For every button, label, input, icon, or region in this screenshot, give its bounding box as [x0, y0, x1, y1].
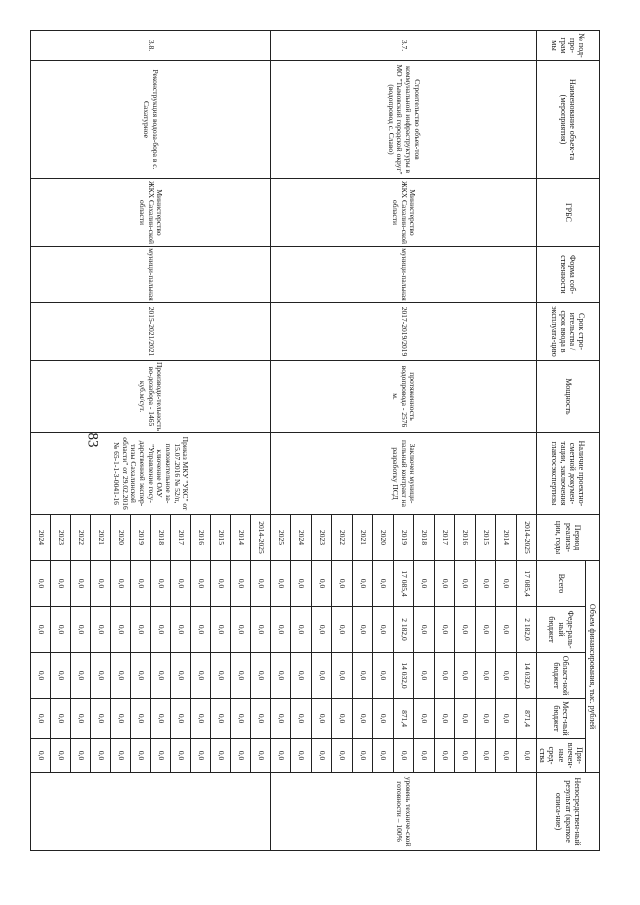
- cell-total: 0,0: [311, 561, 331, 607]
- cell-attracted: 0,0: [373, 739, 393, 773]
- row-capacity: Производи-тельность во-дозабора - 1465 куб.м/сут.: [31, 361, 271, 433]
- cell-federal: 0,0: [71, 607, 91, 653]
- cell-total: 0,0: [332, 561, 352, 607]
- cell-federal: 0,0: [31, 607, 51, 653]
- cell-local: 0,0: [373, 699, 393, 739]
- cell-attracted: 0,0: [170, 739, 190, 773]
- cell-year: 2021: [91, 515, 111, 561]
- cell-federal: 0,0: [150, 607, 170, 653]
- cell-total: 0,0: [250, 561, 270, 607]
- cell-total: 0,0: [91, 561, 111, 607]
- header-funding-group: Объем финансирования, тыс. рублей: [586, 561, 600, 773]
- cell-regional: 0,0: [31, 653, 51, 699]
- cell-result: [31, 773, 271, 851]
- cell-year: 2018: [414, 515, 434, 561]
- cell-total: 0,0: [150, 561, 170, 607]
- cell-local: 0,0: [434, 699, 454, 739]
- cell-federal: 0,0: [414, 607, 434, 653]
- header-name: Наименование объек-та (мероприятия): [537, 61, 600, 179]
- cell-year: 2024: [31, 515, 51, 561]
- cell-year: 2025: [270, 515, 290, 561]
- cell-attracted: 0,0: [31, 739, 51, 773]
- funding-table: [30, 30, 600, 851]
- cell-local: 0,0: [31, 699, 51, 739]
- cell-total: 17 085,4: [393, 561, 413, 607]
- cell-total: 0,0: [31, 561, 51, 607]
- cell-year: 2014: [496, 515, 516, 561]
- cell-local: 0,0: [91, 699, 111, 739]
- cell-local: 0,0: [230, 699, 250, 739]
- cell-federal: 0,0: [291, 607, 311, 653]
- cell-regional: 0,0: [291, 653, 311, 699]
- cell-year: 2022: [332, 515, 352, 561]
- cell-federal: 0,0: [91, 607, 111, 653]
- cell-local: 0,0: [496, 699, 516, 739]
- cell-regional: 14 032,0: [516, 653, 536, 699]
- cell-total: 0,0: [210, 561, 230, 607]
- cell-regional: 0,0: [373, 653, 393, 699]
- cell-total: 0,0: [190, 561, 210, 607]
- cell-year: 2016: [190, 515, 210, 561]
- header-grbs: ГРБС: [537, 179, 600, 247]
- header-term: Срок стро-ительства / срок ввода в эксплуата-цию: [537, 303, 600, 361]
- cell-attracted: 0,0: [250, 739, 270, 773]
- row-term: 2015-2021/2021: [31, 303, 271, 361]
- cell-federal: 0,0: [170, 607, 190, 653]
- cell-federal: 0,0: [311, 607, 331, 653]
- cell-local: 0,0: [130, 699, 150, 739]
- cell-year: 2014-2025: [250, 515, 270, 561]
- cell-local: 0,0: [190, 699, 210, 739]
- cell-total: 0,0: [434, 561, 454, 607]
- cell-attracted: 0,0: [130, 739, 150, 773]
- cell-regional: 0,0: [111, 653, 131, 699]
- cell-regional: 0,0: [210, 653, 230, 699]
- cell-attracted: 0,0: [516, 739, 536, 773]
- cell-federal: 0,0: [190, 607, 210, 653]
- header-num: № под-про-грам мы: [537, 31, 600, 61]
- cell-year: 2022: [71, 515, 91, 561]
- row-term: 2017-2019/2019: [270, 303, 536, 361]
- cell-local: 0,0: [332, 699, 352, 739]
- cell-attracted: 0,0: [91, 739, 111, 773]
- cell-local: 871,4: [516, 699, 536, 739]
- cell-local: 0,0: [150, 699, 170, 739]
- cell-regional: 0,0: [51, 653, 71, 699]
- cell-regional: 0,0: [270, 653, 290, 699]
- cell-federal: 0,0: [455, 607, 475, 653]
- cell-local: 0,0: [170, 699, 190, 739]
- cell-regional: 0,0: [332, 653, 352, 699]
- cell-local: 0,0: [270, 699, 290, 739]
- cell-regional: 0,0: [414, 653, 434, 699]
- cell-regional: 0,0: [475, 653, 495, 699]
- cell-attracted: 0,0: [475, 739, 495, 773]
- cell-year: 2019: [393, 515, 413, 561]
- table-row: [516, 31, 536, 851]
- cell-federal: 0,0: [51, 607, 71, 653]
- cell-year: 2019: [130, 515, 150, 561]
- row-psd: Заключен муници-пальный контракт на разработку ПСД: [270, 433, 536, 515]
- cell-total: 0,0: [352, 561, 372, 607]
- header-result: Непосредствен-ный результат (краткое описа-ние): [537, 773, 600, 851]
- cell-attracted: 0,0: [111, 739, 131, 773]
- cell-year: 2018: [150, 515, 170, 561]
- cell-local: 0,0: [291, 699, 311, 739]
- cell-total: 0,0: [111, 561, 131, 607]
- cell-attracted: 0,0: [455, 739, 475, 773]
- cell-federal: 2 182,0: [516, 607, 536, 653]
- cell-attracted: 0,0: [496, 739, 516, 773]
- row-grbs: Министерство ЖКХ Сахалин-ской области: [270, 179, 536, 247]
- cell-attracted: 0,0: [352, 739, 372, 773]
- row-name: Реконструкция водоза-бора в с. Сахатурное: [31, 61, 271, 179]
- header-federal: Феде-раль-ный бюджет: [537, 607, 586, 653]
- cell-year: 2017: [170, 515, 190, 561]
- table-row: [250, 31, 270, 851]
- cell-federal: 0,0: [496, 607, 516, 653]
- cell-local: 0,0: [352, 699, 372, 739]
- cell-local: 0,0: [210, 699, 230, 739]
- cell-federal: 0,0: [270, 607, 290, 653]
- cell-total: 0,0: [496, 561, 516, 607]
- cell-regional: 0,0: [91, 653, 111, 699]
- cell-local: 0,0: [311, 699, 331, 739]
- cell-attracted: 0,0: [332, 739, 352, 773]
- cell-federal: 0,0: [210, 607, 230, 653]
- cell-year: 2023: [311, 515, 331, 561]
- cell-federal: 0,0: [250, 607, 270, 653]
- cell-year: 2021: [352, 515, 372, 561]
- row-capacity: протяженность водопровода - 2576 м.: [270, 361, 536, 433]
- cell-attracted: 0,0: [71, 739, 91, 773]
- cell-attracted: 0,0: [51, 739, 71, 773]
- cell-federal: 0,0: [434, 607, 454, 653]
- row-ownership: муници-пальная: [270, 247, 536, 303]
- cell-total: 0,0: [170, 561, 190, 607]
- cell-total: 0,0: [230, 561, 250, 607]
- cell-federal: 0,0: [230, 607, 250, 653]
- cell-regional: 0,0: [230, 653, 250, 699]
- cell-total: 0,0: [373, 561, 393, 607]
- cell-regional: 0,0: [311, 653, 331, 699]
- cell-federal: 0,0: [373, 607, 393, 653]
- cell-regional: 0,0: [170, 653, 190, 699]
- cell-regional: 0,0: [352, 653, 372, 699]
- cell-local: 0,0: [475, 699, 495, 739]
- cell-result: уровень техниче-ской готовности – 100%: [270, 773, 536, 851]
- cell-attracted: 0,0: [210, 739, 230, 773]
- cell-attracted: 0,0: [414, 739, 434, 773]
- cell-year: 2016: [455, 515, 475, 561]
- row-num: 3.7.: [270, 31, 536, 61]
- header-period: Период реализа-ции, годы: [537, 515, 600, 561]
- cell-federal: 0,0: [475, 607, 495, 653]
- cell-total: 0,0: [51, 561, 71, 607]
- cell-total: 0,0: [414, 561, 434, 607]
- cell-year: 2015: [475, 515, 495, 561]
- row-num: 3.8.: [31, 31, 271, 61]
- cell-year: 2015: [210, 515, 230, 561]
- cell-year: 2020: [111, 515, 131, 561]
- cell-local: 0,0: [51, 699, 71, 739]
- header-local: Мест-ный бюджет: [537, 699, 586, 739]
- cell-total: 0,0: [455, 561, 475, 607]
- row-ownership: муници-пальная: [31, 247, 271, 303]
- cell-attracted: 0,0: [230, 739, 250, 773]
- cell-local: 0,0: [455, 699, 475, 739]
- cell-regional: 0,0: [250, 653, 270, 699]
- cell-total: 17 085,4: [516, 561, 536, 607]
- cell-year: 2014-2025: [516, 515, 536, 561]
- cell-regional: 0,0: [150, 653, 170, 699]
- cell-local: 0,0: [111, 699, 131, 739]
- row-grbs: Министерство ЖКХ Сахалин-ской области: [31, 179, 271, 247]
- cell-local: 871,4: [393, 699, 413, 739]
- cell-local: 0,0: [414, 699, 434, 739]
- cell-total: 0,0: [270, 561, 290, 607]
- cell-regional: 0,0: [455, 653, 475, 699]
- row-name: Строительство объек-тов коммунальной инфраструктуры в МО "Тымовский городской округ" (водопровод с. Славо): [270, 61, 536, 179]
- cell-attracted: 0,0: [150, 739, 170, 773]
- cell-regional: 14 032,0: [393, 653, 413, 699]
- cell-year: 2024: [291, 515, 311, 561]
- cell-year: 2020: [373, 515, 393, 561]
- header-regional: Област-ной бюджет: [537, 653, 586, 699]
- cell-attracted: 0,0: [434, 739, 454, 773]
- cell-total: 0,0: [291, 561, 311, 607]
- cell-federal: 2 182,0: [393, 607, 413, 653]
- cell-year: 2017: [434, 515, 454, 561]
- cell-attracted: 0,0: [270, 739, 290, 773]
- table-body: [31, 31, 537, 851]
- cell-year: 2014: [230, 515, 250, 561]
- cell-regional: 0,0: [496, 653, 516, 699]
- cell-federal: 0,0: [332, 607, 352, 653]
- cell-regional: 0,0: [71, 653, 91, 699]
- header-total: Всего: [537, 561, 586, 607]
- cell-attracted: 0,0: [291, 739, 311, 773]
- cell-total: 0,0: [130, 561, 150, 607]
- cell-total: 0,0: [475, 561, 495, 607]
- cell-regional: 0,0: [130, 653, 150, 699]
- header-ownership: Форма соб-ственности: [537, 247, 600, 303]
- cell-total: 0,0: [71, 561, 91, 607]
- row-psd: Приказ МКУ "УКС" от 15.07.2016 № 52/п, положительное за-ключение ОАУ "Управление госу-дарственной экспер-тизы Сахалинской области" от 29.02.2016 № 65-1-1-3-0041-16: [31, 433, 271, 515]
- cell-attracted: 0,0: [190, 739, 210, 773]
- cell-federal: 0,0: [130, 607, 150, 653]
- cell-attracted: 0,0: [393, 739, 413, 773]
- cell-regional: 0,0: [190, 653, 210, 699]
- header-attracted: При-влечен-ные сред-ства: [537, 739, 586, 773]
- cell-regional: 0,0: [434, 653, 454, 699]
- cell-federal: 0,0: [352, 607, 372, 653]
- page-number: 83: [84, 432, 101, 448]
- cell-attracted: 0,0: [311, 739, 331, 773]
- header-capacity: Мощность: [537, 361, 600, 433]
- rotated-sheet: [30, 30, 600, 850]
- cell-year: 2023: [51, 515, 71, 561]
- cell-local: 0,0: [250, 699, 270, 739]
- cell-local: 0,0: [71, 699, 91, 739]
- header-psd: Наличие проектно-сметной докумен-тации, заключения главгосэкспертизы: [537, 433, 600, 515]
- cell-federal: 0,0: [111, 607, 131, 653]
